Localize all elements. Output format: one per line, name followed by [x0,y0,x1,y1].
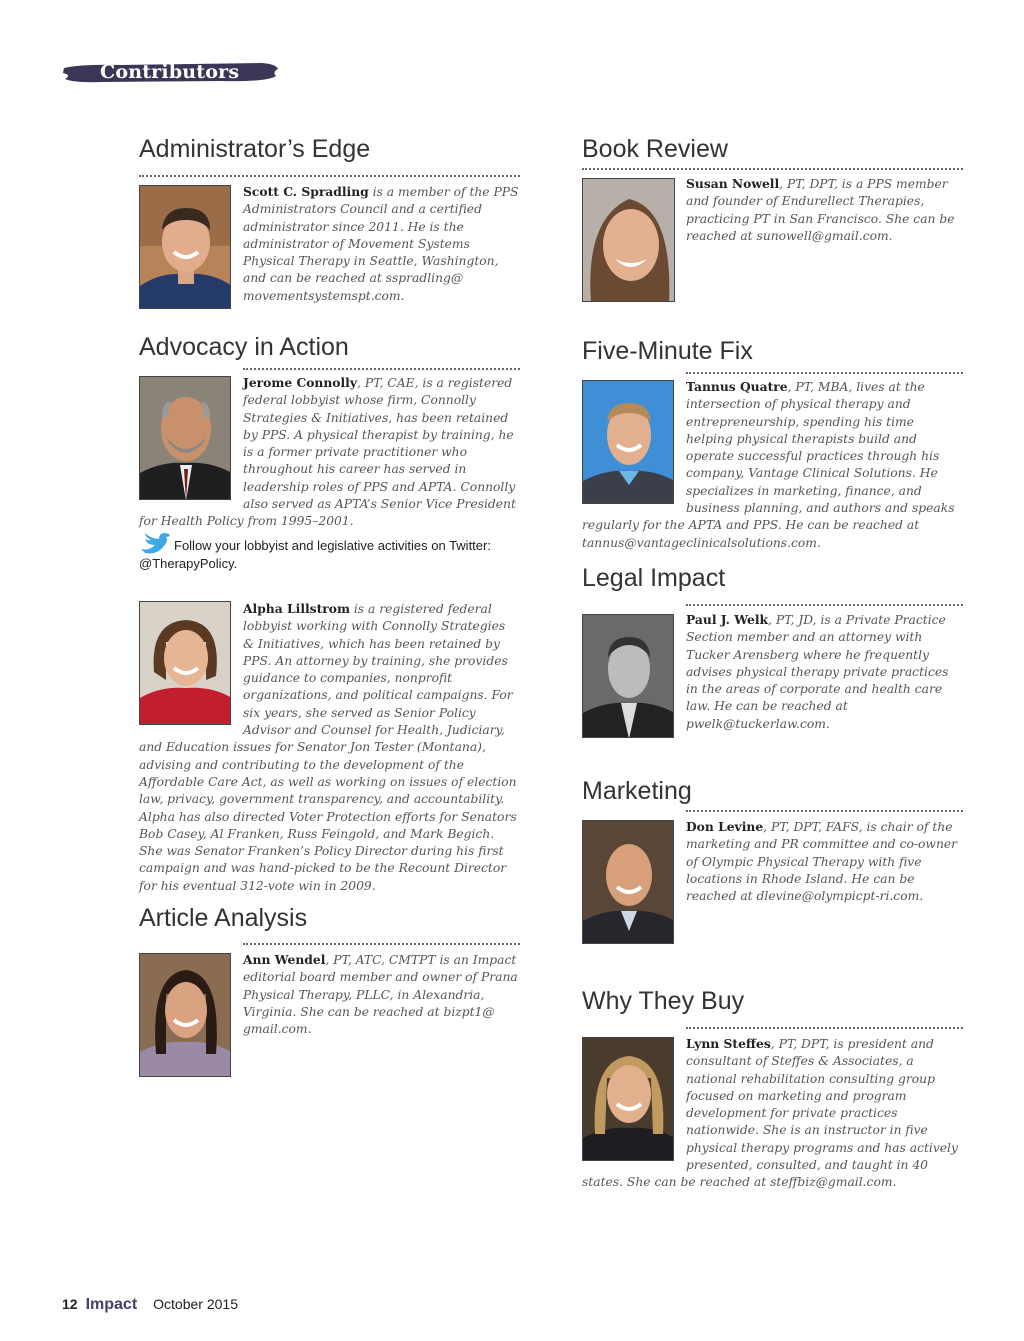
contributor-photo-quatre [582,380,674,504]
section-divider [686,1027,963,1029]
section-divider [139,175,520,177]
issue-date: October 2015 [153,1296,238,1312]
section-title-marketing: Marketing [582,777,692,805]
contributor-name: Ann Wendel [243,952,326,967]
contributor-name: Scott C. Spradling [243,184,369,199]
bio-nowell [686,175,964,245]
section-title-article-analysis: Article Analysis [139,904,308,932]
contributor-name: Susan Nowell [686,176,780,191]
contributor-photo-nowell [582,178,675,302]
contributor-name: Don Levine [686,819,764,834]
banner-title: Contributors [100,61,240,83]
section-divider [582,168,963,170]
contributor-photo-spradling [139,185,231,309]
contributor-photo-levine [582,820,674,944]
bio-text: is a member of the PPS Administrators Council and a certified administrator since 2011. He is the administrator of Movement Systems Physical Therapy in Seattle, Washington, and can be reached at sspradling@ movementsystemspt.com. [243,185,519,303]
section-title-book-review: Book Review [582,135,728,163]
section-title-advocacy-in-action: Advocacy in Action [139,333,349,361]
contributor-name: Lynn Steffes [686,1036,771,1051]
section-title-legal-impact: Legal Impact [582,564,726,592]
twitter-bird-icon [139,533,171,555]
section-title-administrators-edge: Administrator’s Edge [139,135,371,163]
bio-text: , PT, DPT, is a PPS member and founder of Endurellect Therapies, practicing PT in San Francisco. She can be reached at sunowell@gmail.com. [686,177,955,243]
section-divider [686,372,963,374]
page-number: 12 [62,1296,78,1312]
contributor-name: Paul J. Welk [686,612,769,627]
section-divider [686,604,963,606]
twitter-note-text: Follow your lobbyist and legislative activities on Twitter: @TherapyPolicy. [139,538,491,571]
bio-wendel [243,951,519,1038]
bio-text: , PT, DPT, is president and consultant of Steffes & Associates, a national rehabilitation consulting group focused on marketing and program development for private practices nationwide. She is an instructor in five physical therapy programs and has actively presented, consulted, and taught in 40 states. She can be reached at steffbiz@gmail.com. [582,1037,958,1190]
bio-welk [686,611,964,733]
contributor-photo-wendel [139,953,231,1077]
twitter-note [139,533,519,572]
contributor-name: Jerome Connolly [243,375,357,390]
bio-spradling [243,183,519,305]
contributor-name: Alpha Lillstrom [243,601,350,616]
bio-text: , PT, JD, is a Private Practice Section member and an attorney with Tucker Arensberg where he frequently advises physical therapy private practices in the areas of corporate and health care law. He can be reached at pwelk@tuckerlaw.com. [686,613,949,731]
section-title-five-minute-fix: Five-Minute Fix [582,337,753,365]
bio-text: , PT, CAE, is a registered federal lobbyist whose firm, Connolly Strategies & Initiatives, has been retained by PPS. A physical therapist by training, he is a former private practitioner who throughout his career has served in leadership roles of PPS and APTA. Connolly also served as APTA’s Senior Vice President for Health Policy from 1995–2001. [139,376,516,529]
bio-text: is a registered federal lobbyist working with Connolly Strategies & Initiatives, which has been retained by PPS. An attorney by training, she provides guidance to companies, nonprofit organizations, and political campaigns. For six years, she served as Senior Policy Advisor and Counsel for Health, Judiciary, and Education issues for Senator Jon Tester (Montana), advising and contributing to the development of the Affordable Care Act, as well as working on issues of election law, privacy, government transparency, and accountability. Alpha has also directed Voter Protection efforts for Senators Bob Casey, Al Franken, Russ Feingold, and Mark Begich. She was Senator Franken’s Policy Director during his first campaign and was hand-picked to be the Recount Director for his eventual 312-vote win in 2009. [139,602,517,893]
contributor-photo-connolly [139,376,231,500]
contributor-photo-lillstrom [139,601,231,725]
page-footer [62,1296,238,1314]
publication-name: Impact [85,1296,138,1313]
bio-text: , PT, DPT, FAFS, is chair of the marketing and PR committee and co-owner of Olympic Physical Therapy with five locations in Rhode Island. He can be reached at dlevine@olympicpt-ri.com. [686,820,958,904]
contributor-photo-welk [582,614,674,738]
section-title-why-they-buy: Why They Buy [582,987,745,1015]
section-banner [62,60,280,86]
section-divider [243,943,520,945]
section-divider [243,368,520,370]
bio-levine [686,818,964,905]
bio-text: , PT, ATC, CMTPT is an Impact editorial board member and owner of Prana Physical Therapy, PLLC, in Alexandria, Virginia. She can be reached at bizpt1@ gmail.com. [243,953,518,1037]
contributor-name: Tannus Quatre [686,379,788,394]
section-divider [686,810,963,812]
contributor-photo-steffes [582,1037,674,1161]
bio-text: , PT, MBA, lives at the intersection of physical therapy and entrepreneurship, spending his time helping physical therapists build and operate successful practices through his company, Vantage Clinical Solutions. He specializes in marketing, finance, and business planning, and authors and speaks regularly for the APTA and PPS. He can be reached at tannus@vantageclinicalsolutions.com. [582,380,955,550]
